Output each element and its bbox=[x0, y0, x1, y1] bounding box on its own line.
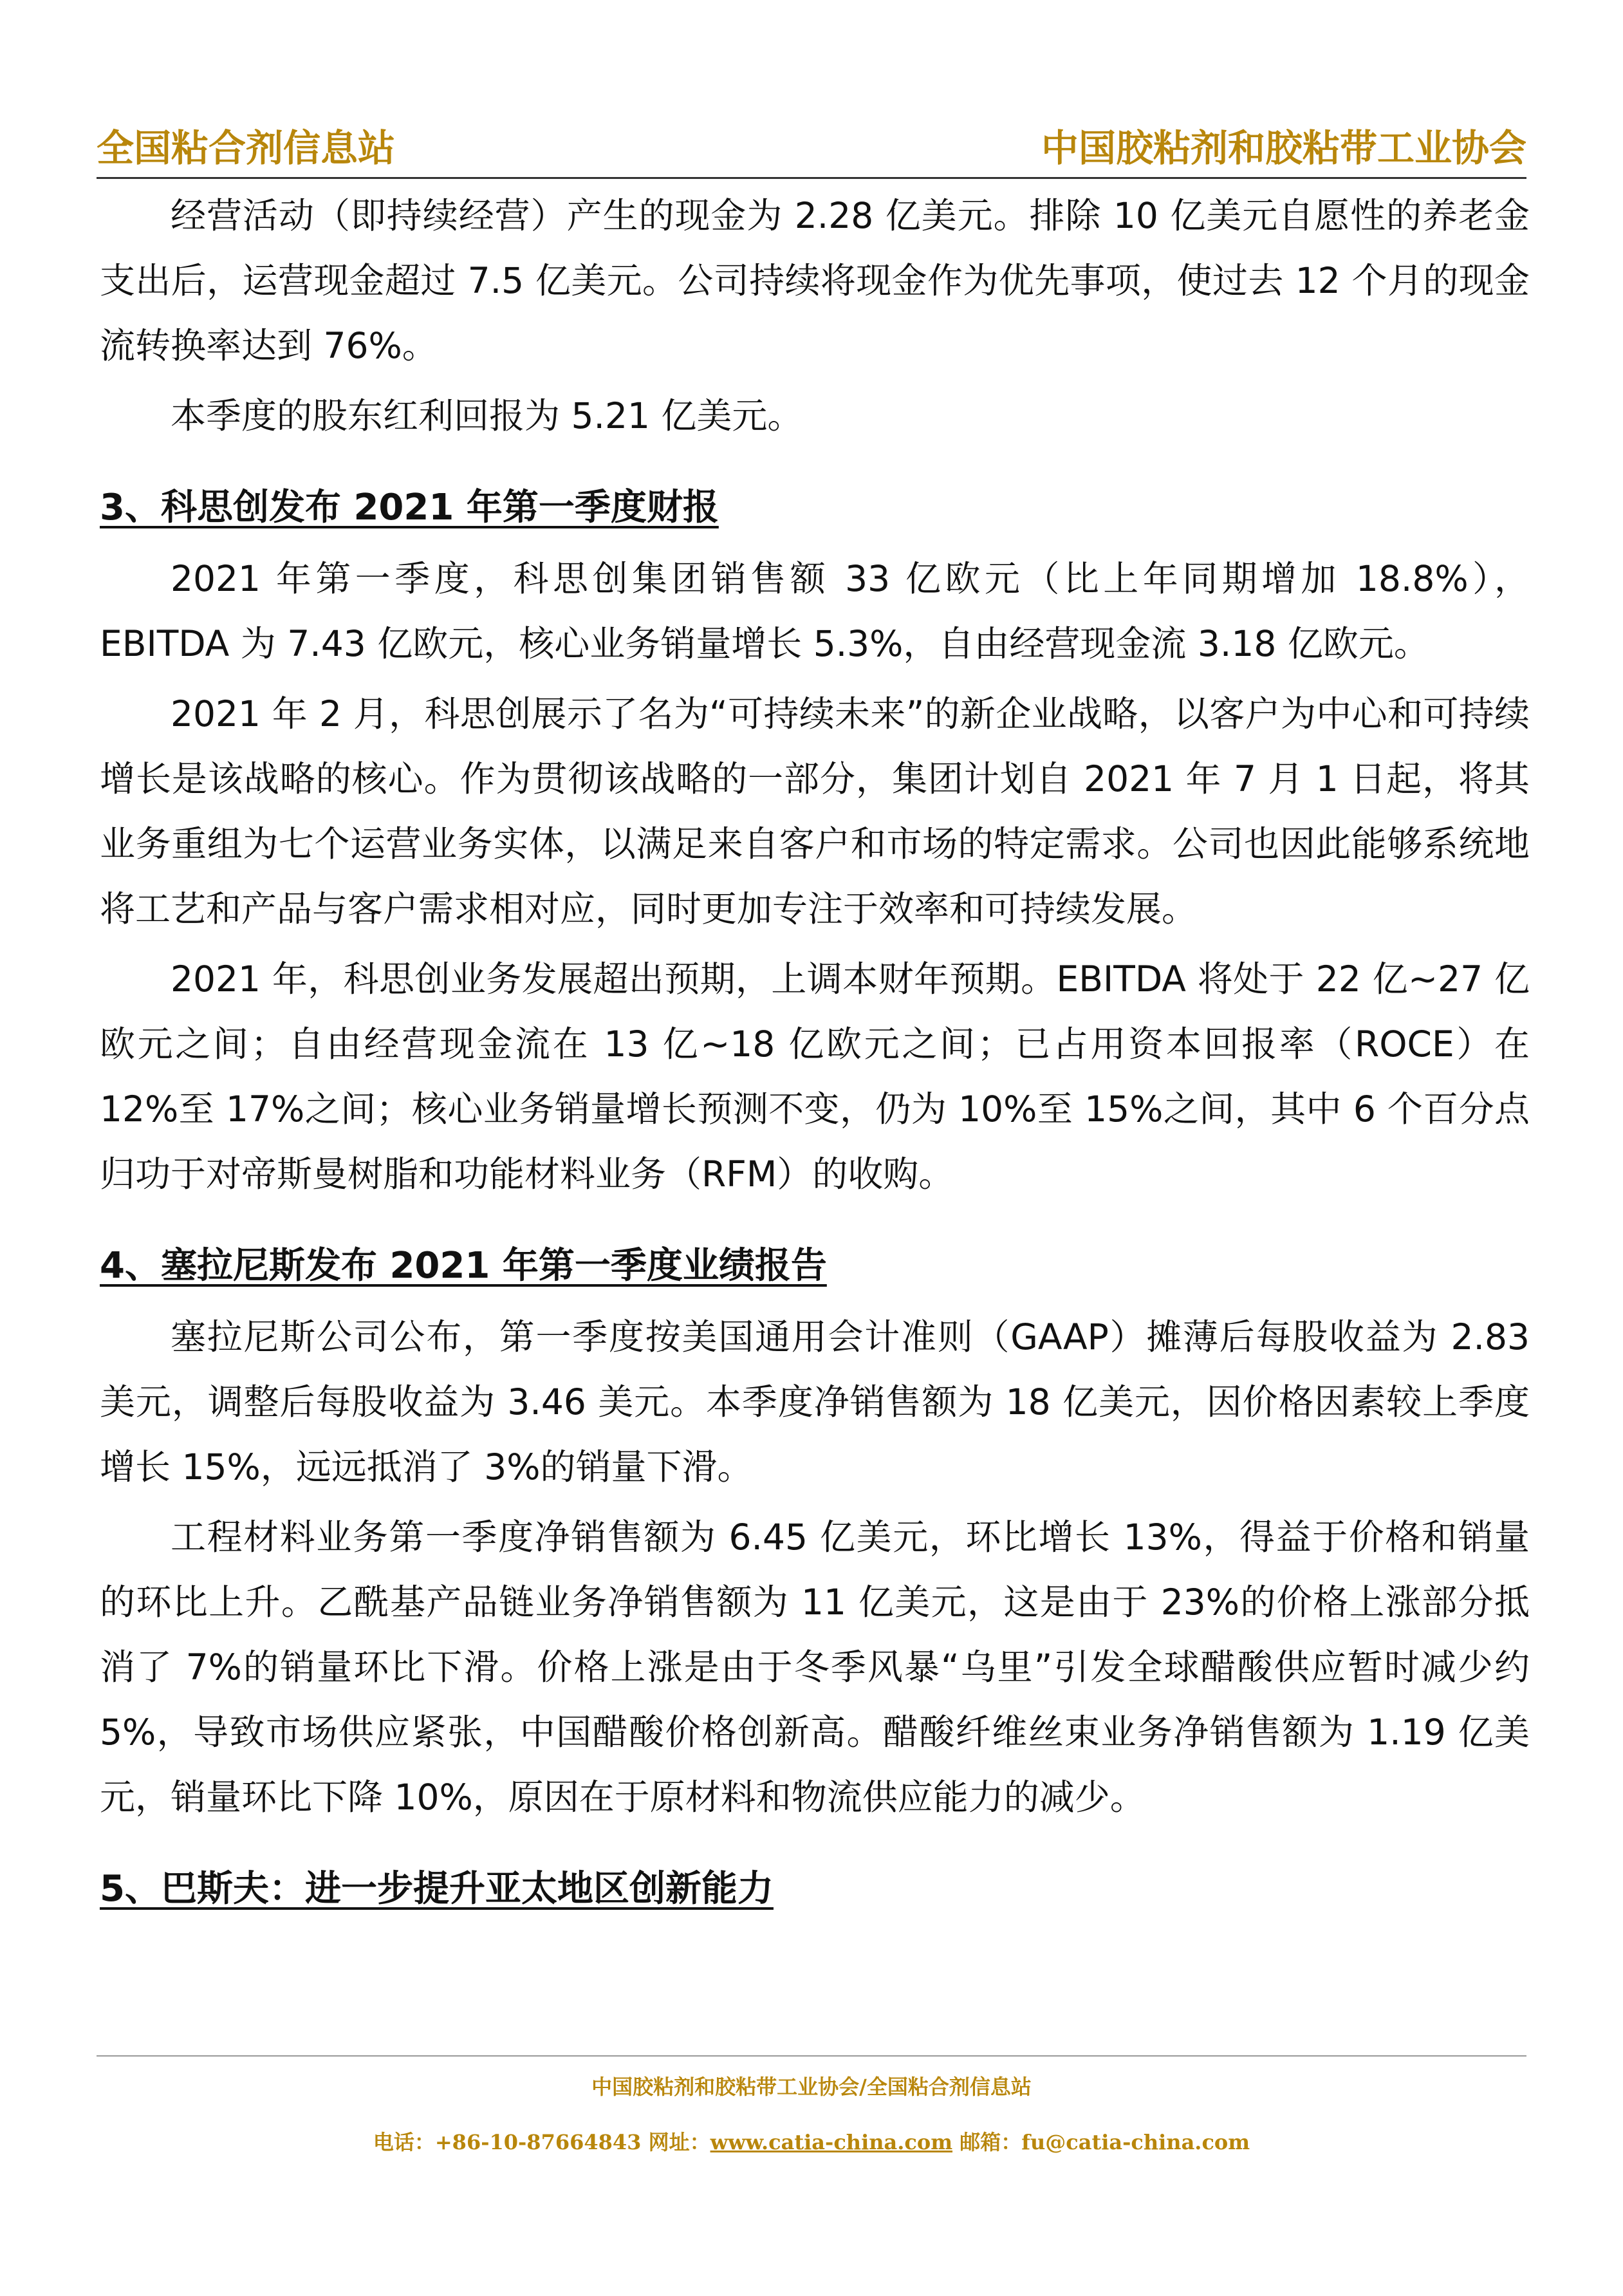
section-heading-covestro: 3、科思创发布 2021 年第一季度财报 bbox=[100, 487, 719, 528]
page-footer bbox=[97, 2055, 1526, 2158]
section-heading-celanese: 4、塞拉尼斯发布 2021 年第一季度业绩报告 bbox=[100, 1245, 827, 1287]
paragraph-dividend: 本季度的股东红利回报为 5.21 亿美元。 bbox=[171, 395, 803, 436]
paragraph-celanese-segments: 工程材料业务第一季度净销售额为 6.45 亿美元，环比增长 13%，得益于价格和销量的环比上升。乙酰基产品链业务净销售额为 11 亿美元，这是由于 23%的价格上涨部分抵消了 7%的销量环比下滑。价格上涨是由于冬季风暴“乌里”引发全球醋酸供应暂时减少约 5%，导致市场供应紧张，中国醋酸价格创新高。醋酸纤维丝束业务净销售额为 1.19 亿美元，销量环比下降 10%，原因在于原材料和物流供应能力的减少。 bbox=[100, 1517, 1530, 1818]
paragraph-celanese-eps: 塞拉尼斯公司公布，第一季度按美国通用会计准则（GAAP）摊薄后每股收益为 2.83 美元，调整后每股收益为 3.46 美元。本季度净销售额为 18 亿美元，因价格因素较上季度增长 15%，远远抵消了 3%的销量下滑。 bbox=[100, 1316, 1530, 1488]
paragraph-covestro-q1: 2021 年第一季度，科思创集团销售额 33 亿欧元（比上年同期增加 18.8%），EBITDA 为 7.43 亿欧元，核心业务销量增长 5.3%，自由经营现金流 3.18 亿欧元。 bbox=[100, 558, 1530, 664]
footer-phone: 电话：+86-10-87664843 网址： bbox=[373, 2130, 710, 2154]
footer-organization: 中国胶粘剂和胶粘带工业协会/全国粘合剂信息站 bbox=[591, 2075, 1032, 2099]
footer-contact bbox=[97, 2126, 1526, 2158]
page-header bbox=[97, 109, 1526, 179]
section-heading-basf: 5、巴斯夫：进一步提升亚太地区创新能力 bbox=[100, 1868, 774, 1910]
paragraph-covestro-outlook: 2021 年，科思创业务发展超出预期，上调本财年预期。EBITDA 将处于 22 亿~27 亿欧元之间；自由经营现金流在 13 亿~18 亿欧元之间；已占用资本回报率（ROCE）在 12%至 17%之间；核心业务销量增长预测不变，仍为 10%至 15%之间，其中 6 个百分点归功于对帝斯曼树脂和功能材料业务（RFM）的收购。 bbox=[100, 958, 1530, 1195]
header-association-name: 中国胶粘剂和胶粘带工业协会 bbox=[1041, 126, 1526, 170]
paragraph-cash-flow: 经营活动（即持续经营）产生的现金为 2.28 亿美元。排除 10 亿美元自愿性的养老金支出后，运营现金超过 7.5 亿美元。公司持续将现金作为优先事项，使过去 12 个月的现金流转换率达到 76%。 bbox=[100, 195, 1530, 366]
paragraph-covestro-strategy: 2021 年 2 月，科思创展示了名为“可持续未来”的新企业战略，以客户为中心和可持续增长是该战略的核心。作为贯彻该战略的一部分，集团计划自 2021 年 7 月 1 日起，将其业务重组为七个运营业务实体，以满足来自客户和市场的特定需求。公司也因此能够系统地将工艺和产品与客户需求相对应，同时更加专注于效率和可持续发展。 bbox=[100, 693, 1530, 929]
footer-email: 邮箱：fu@catia-china.com bbox=[952, 2130, 1250, 2154]
document-body bbox=[100, 183, 1530, 1928]
header-site-name: 全国粘合剂信息站 bbox=[97, 126, 396, 170]
footer-website-link[interactable]: www.catia-china.com bbox=[710, 2130, 953, 2154]
